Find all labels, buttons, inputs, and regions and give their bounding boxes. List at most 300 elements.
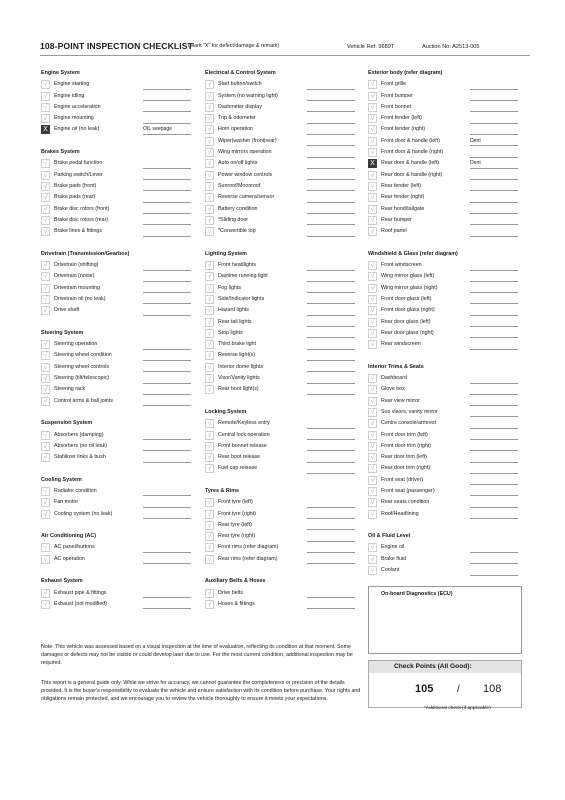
- checklist-item: [368, 79, 528, 90]
- item-label: Visor/Vanity lights: [218, 375, 260, 382]
- checklist-item: [41, 452, 201, 463]
- checklist-item: [41, 271, 201, 282]
- checklist-item: [205, 226, 365, 237]
- check-mark-box[interactable]: √: [368, 103, 377, 112]
- check-mark-box[interactable]: √: [205, 543, 214, 552]
- checklist-item: [41, 170, 201, 181]
- check-mark-box[interactable]: √: [368, 408, 377, 417]
- remark-line: [307, 394, 355, 395]
- checklist-item: [41, 283, 201, 294]
- check-mark-box[interactable]: √: [205, 193, 214, 202]
- checklist-item: [205, 305, 365, 316]
- item-label: Drivetrain (shifting): [54, 262, 99, 269]
- checklist-item: [368, 418, 528, 429]
- check-mark-box[interactable]: √: [205, 148, 214, 157]
- checklist-item: [41, 373, 201, 384]
- checklist-item: [41, 294, 201, 305]
- item-label: Reverse light(s): [218, 352, 256, 359]
- remark-line: [143, 518, 191, 519]
- item-label: Engine oil: [381, 544, 405, 551]
- check-mark-box[interactable]: √: [205, 295, 214, 304]
- defect-mark-box[interactable]: X: [368, 159, 377, 168]
- check-mark-box[interactable]: √: [368, 385, 377, 394]
- checklist-item: [205, 271, 365, 282]
- check-mark-box[interactable]: √: [205, 306, 214, 315]
- checklist-item: [205, 599, 365, 610]
- check-mark-box[interactable]: √: [368, 306, 377, 315]
- check-mark-box[interactable]: √: [368, 510, 377, 519]
- checklist-item: [41, 430, 201, 441]
- section-spacer: [205, 475, 365, 486]
- item-label: Rear door & handle (right): [381, 171, 443, 178]
- check-mark-box[interactable]: √: [205, 318, 214, 327]
- item-label: Rear door glass (right): [381, 329, 434, 336]
- section-spacer: [41, 317, 201, 328]
- item-label: Hazard lights: [218, 307, 249, 314]
- check-mark-box[interactable]: √: [41, 600, 50, 609]
- check-mark-box[interactable]: √: [205, 555, 214, 564]
- item-label: Brake pads (front): [54, 182, 97, 189]
- remark-line: [470, 236, 518, 237]
- item-label: Rear fender (right): [381, 194, 425, 201]
- item-label: Radiator condition: [54, 487, 97, 494]
- item-label: Brake pedal function: [54, 160, 103, 167]
- check-mark-box[interactable]: √: [205, 385, 214, 394]
- item-label: Stop lights: [218, 329, 243, 336]
- checklist-item: [205, 204, 365, 215]
- item-label: System (no warning light): [218, 92, 278, 99]
- item-label: Cooling system (no leak): [54, 510, 113, 517]
- check-mark-box[interactable]: √: [205, 103, 214, 112]
- check-mark-box[interactable]: √: [41, 227, 50, 236]
- section-spacer: [205, 565, 365, 576]
- checklist-item: [205, 91, 365, 102]
- check-mark-box[interactable]: √: [205, 182, 214, 191]
- remark-line: [143, 236, 191, 237]
- item-label: Front door glass (right): [381, 307, 435, 314]
- item-label: Rear seats condition: [381, 499, 430, 506]
- check-mark-box[interactable]: √: [368, 566, 377, 575]
- check-mark-box[interactable]: √: [41, 205, 50, 214]
- checklist-item: [205, 497, 365, 508]
- check-mark-box[interactable]: √: [368, 555, 377, 564]
- checklist-item: [205, 181, 365, 192]
- check-mark-box[interactable]: √: [41, 92, 50, 101]
- checklist-item: [368, 486, 528, 497]
- checklist-item: [41, 102, 201, 113]
- check-mark-box[interactable]: √: [41, 351, 50, 360]
- checklist-item: [368, 305, 528, 316]
- check-mark-box[interactable]: √: [368, 137, 377, 146]
- check-mark-box[interactable]: √: [41, 193, 50, 202]
- remark-line: [143, 134, 191, 135]
- check-mark-box[interactable]: √: [205, 125, 214, 134]
- check-mark-box[interactable]: √: [41, 182, 50, 191]
- checklist-item: [205, 215, 365, 226]
- item-label: Front headlights: [218, 262, 256, 269]
- checklist-item: [368, 475, 528, 486]
- item-label: Front door & handle (right): [381, 149, 444, 156]
- check-mark-box[interactable]: √: [41, 159, 50, 168]
- check-mark-box[interactable]: √: [205, 137, 214, 146]
- check-mark-box[interactable]: √: [368, 92, 377, 101]
- check-mark-box[interactable]: √: [205, 272, 214, 281]
- item-label: Brake lines & fittings: [54, 228, 102, 235]
- item-label: Front bonnet release: [218, 442, 267, 449]
- item-label: Remote/Keyless entry: [218, 420, 270, 427]
- item-label: Brake pads (rear): [54, 194, 96, 201]
- check-mark-box[interactable]: √: [368, 329, 377, 338]
- checklist-item: [368, 215, 528, 226]
- item-label: Interior dome lights: [218, 363, 264, 370]
- checklist-item: [368, 452, 528, 463]
- item-label: Front door & handle (left): [381, 137, 440, 144]
- item-label: Front windscreen: [381, 262, 422, 269]
- check-mark-box[interactable]: √: [205, 521, 214, 530]
- checklist-item: [205, 317, 365, 328]
- check-mark-box[interactable]: √: [41, 114, 50, 123]
- marking-instruction: (Mark "X" for defect/damage & remark): [188, 43, 280, 49]
- checklist-item: [205, 350, 365, 361]
- check-mark-box[interactable]: √: [205, 80, 214, 89]
- check-mark-box[interactable]: √: [41, 453, 50, 462]
- check-mark-box[interactable]: √: [205, 431, 214, 440]
- checklist-item: [205, 441, 365, 452]
- remark-line: [143, 315, 191, 316]
- checklist-item: [41, 215, 201, 226]
- check-mark-box[interactable]: √: [205, 329, 214, 338]
- item-label: Brake disc rotors (front): [54, 205, 110, 212]
- check-points-box: [368, 660, 522, 708]
- item-label: Dashboard: [381, 375, 407, 382]
- checklist-item: [368, 554, 528, 565]
- checklist-item: [41, 181, 201, 192]
- check-mark-box[interactable]: √: [205, 159, 214, 168]
- checklist-item: [205, 531, 365, 542]
- ecu-box: [368, 586, 522, 654]
- checklist-item: [41, 260, 201, 271]
- check-mark-box[interactable]: √: [368, 182, 377, 191]
- checklist-item: [368, 542, 528, 553]
- check-mark-box[interactable]: √: [41, 431, 50, 440]
- check-mark-box[interactable]: √: [205, 363, 214, 372]
- check-mark-box[interactable]: √: [205, 589, 214, 598]
- checklist-item: [205, 509, 365, 520]
- checklist-item: [41, 362, 201, 373]
- check-mark-box[interactable]: √: [368, 193, 377, 202]
- checklist-item: [41, 350, 201, 361]
- check-mark-box[interactable]: √: [368, 419, 377, 428]
- item-label: Front tyre (right): [218, 510, 256, 517]
- checklist-item: [368, 192, 528, 203]
- check-mark-box[interactable]: √: [41, 261, 50, 270]
- check-mark-box[interactable]: √: [368, 272, 377, 281]
- item-label: Rear bumper: [381, 216, 412, 223]
- checklist-item: [41, 486, 201, 497]
- checklist-item: [205, 554, 365, 565]
- item-label: Rear door trim (left): [381, 454, 427, 461]
- check-mark-box[interactable]: √: [368, 261, 377, 270]
- vehicle-ref: Vehicle Ref: 9689T: [347, 44, 395, 50]
- checklist-item: [205, 418, 365, 429]
- item-label: Sunroof/Moonroof: [218, 182, 261, 189]
- check-mark-box[interactable]: √: [205, 216, 214, 225]
- check-mark-box[interactable]: √: [205, 442, 214, 451]
- checklist-item: [368, 181, 528, 192]
- check-mark-box[interactable]: √: [41, 216, 50, 225]
- check-mark-box[interactable]: √: [41, 340, 50, 349]
- checklist-item: [368, 463, 528, 474]
- item-label: Front seat (driver): [381, 476, 424, 483]
- item-remark: OIL seepage: [143, 126, 172, 133]
- section-title-oil-fluid-level: Oil & Fluid Level: [368, 533, 411, 540]
- check-mark-box[interactable]: √: [368, 487, 377, 496]
- check-points-score: 105: [415, 683, 434, 695]
- check-mark-box[interactable]: √: [205, 171, 214, 180]
- ecu-title: On-board Diagnostics (ECU): [381, 591, 453, 597]
- check-points-total: 108: [483, 683, 502, 695]
- item-label: Drivetrain (noise): [54, 273, 95, 280]
- remark-line: [470, 575, 518, 576]
- item-label: Rear fender (left): [381, 182, 422, 189]
- check-mark-box[interactable]: √: [368, 171, 377, 180]
- check-mark-box[interactable]: √: [41, 295, 50, 304]
- item-label: Rear door trim (right): [381, 465, 431, 472]
- checklist-item: [205, 136, 365, 147]
- item-label: Hoses & fittings: [218, 600, 255, 607]
- check-mark-box[interactable]: √: [368, 216, 377, 225]
- item-label: Front bumper: [381, 92, 413, 99]
- checklist-item: [205, 520, 365, 531]
- item-label: Wiper|washer (front|rear): [218, 137, 277, 144]
- section-spacer: [205, 237, 365, 248]
- section-spacer: [41, 463, 201, 474]
- check-mark-box[interactable]: √: [368, 148, 377, 157]
- section-title-air-conditioning-ac: Air Conditioning (AC): [41, 533, 97, 540]
- check-mark-box[interactable]: √: [205, 532, 214, 541]
- remark-line: [143, 563, 191, 564]
- check-mark-box[interactable]: √: [41, 589, 50, 598]
- checklist-item: [205, 542, 365, 553]
- check-mark-box[interactable]: √: [368, 431, 377, 440]
- check-mark-box[interactable]: √: [205, 600, 214, 609]
- item-label: Third brake light: [218, 341, 256, 348]
- checklist-item: [368, 170, 528, 181]
- check-mark-box[interactable]: √: [205, 205, 214, 214]
- checklist-item: [41, 192, 201, 203]
- check-mark-box[interactable]: √: [41, 103, 50, 112]
- check-mark-box[interactable]: √: [368, 464, 377, 473]
- check-mark-box[interactable]: √: [205, 374, 214, 383]
- remark-line: [307, 563, 355, 564]
- check-points-title: Check Points (All Good):: [394, 663, 472, 670]
- check-mark-box[interactable]: √: [368, 114, 377, 123]
- check-mark-box[interactable]: √: [41, 363, 50, 372]
- section-title-brakes-system: Brakes System: [41, 149, 80, 156]
- check-mark-box[interactable]: √: [205, 340, 214, 349]
- item-label: Trip & odometer: [218, 115, 256, 122]
- item-label: Front door glass (left): [381, 295, 432, 302]
- item-label: *Convertible top: [218, 228, 256, 235]
- checklist-item: [41, 113, 201, 124]
- check-mark-box[interactable]: √: [368, 80, 377, 89]
- check-mark-box[interactable]: √: [368, 125, 377, 134]
- section-spacer: [41, 520, 201, 531]
- defect-mark-box[interactable]: X: [41, 125, 50, 134]
- check-mark-box[interactable]: √: [41, 510, 50, 519]
- item-label: Rear hood/tailgate: [381, 205, 425, 212]
- item-label: Brake fluid: [381, 555, 407, 562]
- disclaimer-note: Note: This vehicle was assessed based on a visual inspection at the time of evaluation, reflecting its condition at that moment. Some damages or defects may not be visible or could develop later due to use. For the most current condition, additional inspection may be required.: [41, 644, 353, 666]
- item-label: Fan motor: [54, 499, 79, 506]
- check-mark-box[interactable]: √: [368, 374, 377, 383]
- item-label: Steering wheel controls: [54, 363, 110, 370]
- check-mark-box[interactable]: √: [205, 284, 214, 293]
- item-label: Parking switch/Lever: [54, 171, 103, 178]
- check-mark-box[interactable]: √: [368, 397, 377, 406]
- check-mark-box[interactable]: √: [368, 340, 377, 349]
- item-label: Rear door glass (left): [381, 318, 431, 325]
- checklist-item: [368, 317, 528, 328]
- section-spacer: [205, 396, 365, 407]
- checklist-item: [205, 373, 365, 384]
- section-spacer: [368, 350, 528, 361]
- check-mark-box[interactable]: √: [368, 284, 377, 293]
- item-label: Fuel cap release: [218, 465, 258, 472]
- checklist-item: [205, 260, 365, 271]
- disclaimer-guide: This report is a general guide only. While we strive for accuracy, we cannot guarantee the completeness or precision of the details provided. It is the buyer's responsibility to evaluate the vehicle and ensure satisfaction with its condition before purchase. Your rights and obligations remain protected, and we encourage you to review the vehicle thoroughly to ensure it meets your expectations.: [41, 680, 361, 702]
- check-mark-box[interactable]: √: [41, 171, 50, 180]
- check-mark-box[interactable]: √: [205, 92, 214, 101]
- item-label: Engine mounting: [54, 115, 94, 122]
- check-points-separator: /: [457, 684, 460, 695]
- check-mark-box[interactable]: √: [205, 498, 214, 507]
- check-mark-box[interactable]: √: [368, 318, 377, 327]
- item-label: Control arms & ball joints: [54, 397, 113, 404]
- checklist-item: [205, 102, 365, 113]
- remark-line: [143, 608, 191, 609]
- remark-line: [470, 349, 518, 350]
- section-spacer: [41, 136, 201, 147]
- check-mark-box[interactable]: √: [205, 261, 214, 270]
- item-label: AC panel/buttons: [54, 544, 95, 551]
- check-mark-box[interactable]: √: [368, 442, 377, 451]
- section-title-tyres-rims: Tyres & Rims: [205, 487, 240, 494]
- check-mark-box[interactable]: √: [41, 442, 50, 451]
- item-label: Front grille: [381, 81, 407, 88]
- item-label: Glove box: [381, 386, 405, 393]
- check-mark-box[interactable]: √: [41, 306, 50, 315]
- checklist-item: [368, 384, 528, 395]
- section-title-exterior-body-refer-diagram: Exterior body (refer diagram): [368, 70, 443, 76]
- check-mark-box[interactable]: √: [205, 419, 214, 428]
- check-mark-box[interactable]: √: [368, 205, 377, 214]
- item-label: Front fender (left): [381, 115, 422, 122]
- section-title-lighting-system: Lighting System: [205, 250, 247, 257]
- check-mark-box[interactable]: √: [368, 476, 377, 485]
- check-mark-box[interactable]: √: [205, 114, 214, 123]
- checklist-item: [368, 136, 528, 147]
- check-mark-box[interactable]: √: [41, 272, 50, 281]
- section-title-steering-system: Steering System: [41, 329, 84, 336]
- check-mark-box[interactable]: √: [41, 385, 50, 394]
- section-spacer: [41, 407, 201, 418]
- item-label: Engine starting: [54, 81, 90, 88]
- item-label: Fog lights: [218, 284, 241, 291]
- auction-number: Auction No: A2513-005: [422, 44, 480, 50]
- section-spacer: [368, 237, 528, 248]
- checklist-item: [41, 339, 201, 350]
- check-mark-box[interactable]: √: [368, 543, 377, 552]
- checklist-item: [368, 91, 528, 102]
- check-mark-box[interactable]: √: [368, 498, 377, 507]
- checklist-item: [41, 384, 201, 395]
- checklist-item: [368, 441, 528, 452]
- check-mark-box[interactable]: √: [41, 374, 50, 383]
- check-mark-box[interactable]: √: [41, 284, 50, 293]
- checklist-item: [368, 271, 528, 282]
- checklist-item: [368, 396, 528, 407]
- checklist-item: [368, 102, 528, 113]
- section-title-exhaust-system: Exhaust System: [41, 578, 83, 585]
- check-mark-box[interactable]: √: [41, 487, 50, 496]
- item-label: Dashmeter display: [218, 103, 262, 110]
- checklist-item: [368, 373, 528, 384]
- checklist-item: [368, 565, 528, 576]
- check-mark-box[interactable]: √: [368, 295, 377, 304]
- section-title-locking-system: Locking System: [205, 408, 247, 415]
- item-label: *Sliding door: [218, 216, 249, 223]
- check-mark-box[interactable]: √: [41, 555, 50, 564]
- item-label: Start button/switch: [218, 81, 262, 88]
- item-label: Rear boot light(s): [218, 386, 259, 393]
- check-mark-box[interactable]: √: [368, 453, 377, 462]
- item-label: Sun visors, vanity mirror: [381, 408, 438, 415]
- check-points-header: [369, 661, 521, 673]
- item-label: Rear rims (refer diagram): [218, 555, 278, 562]
- item-label: Battery condition: [218, 205, 258, 212]
- checklist-item: [205, 328, 365, 339]
- item-label: Steering operation: [54, 341, 98, 348]
- item-label: Rear tail lights: [218, 318, 252, 325]
- check-mark-box[interactable]: √: [205, 464, 214, 473]
- checklist-item: [41, 158, 201, 169]
- check-mark-box[interactable]: √: [41, 543, 50, 552]
- check-mark-box[interactable]: √: [205, 510, 214, 519]
- item-label: Front door trim (left): [381, 431, 428, 438]
- item-label: Steering rack: [54, 386, 86, 393]
- section-title-cooling-system: Cooling System: [41, 476, 82, 483]
- checklist-item: [205, 113, 365, 124]
- check-mark-box[interactable]: √: [205, 351, 214, 360]
- check-mark-box[interactable]: √: [41, 397, 50, 406]
- check-mark-box[interactable]: √: [205, 227, 214, 236]
- checklist-item: [41, 91, 201, 102]
- checklist-item: [368, 497, 528, 508]
- check-mark-box[interactable]: √: [41, 498, 50, 507]
- item-label: Absorbers (damping): [54, 431, 104, 438]
- checklist-item: [205, 452, 365, 463]
- checklist-item: [368, 124, 528, 135]
- checklist-item: [205, 79, 365, 90]
- checklist-item: [41, 396, 201, 407]
- check-mark-box[interactable]: √: [205, 453, 214, 462]
- check-mark-box[interactable]: √: [41, 80, 50, 89]
- checklist-item: [41, 305, 201, 316]
- checklist-item: [205, 158, 365, 169]
- item-label: Brake disc rotors (rear): [54, 216, 109, 223]
- check-mark-box[interactable]: √: [368, 227, 377, 236]
